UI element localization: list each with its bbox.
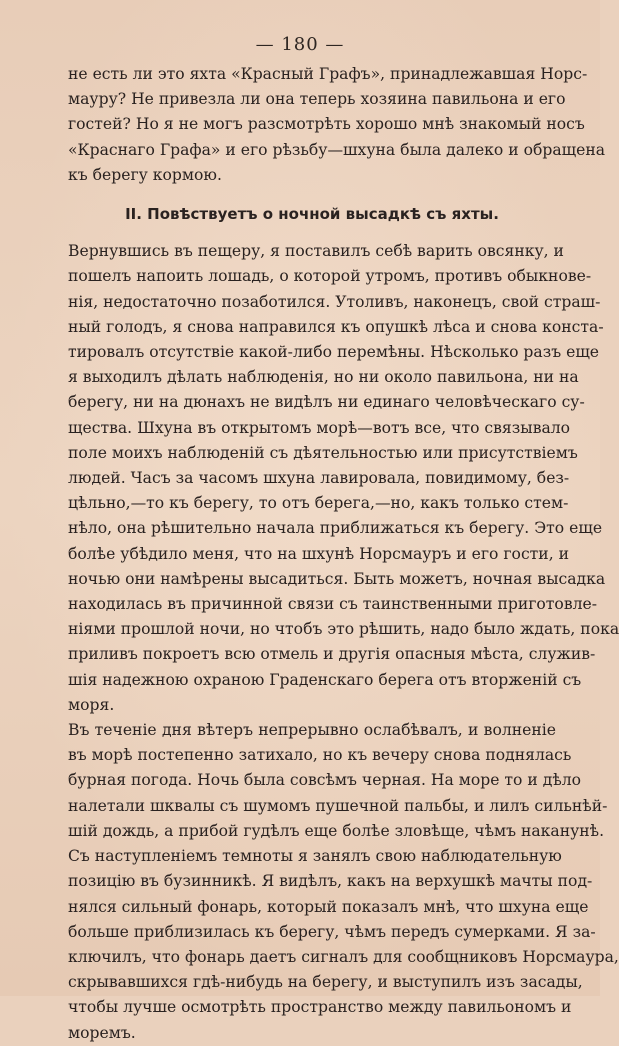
text-line: поле моихъ наблюденій съ дѣятельностью или присутствіемъ xyxy=(68,443,578,462)
text-line: ніями прошлой ночи, но чтобъ это рѣшить, надо было ждать, пока xyxy=(68,620,619,639)
body-text xyxy=(68,62,619,1046)
text-line: нѣло, она рѣшительно начала приближаться къ берегу. Это еще xyxy=(68,519,603,538)
page-number: — 180 — xyxy=(255,34,345,55)
text-line: моря. xyxy=(68,695,115,714)
text-line: шій дождь, а прибой гудѣлъ еще болѣе зловѣще, чѣмъ наканунѣ. xyxy=(68,821,605,840)
text-line: шія надежною охраною Граденскаго берега отъ вторженій съ xyxy=(68,670,582,689)
text-line: ключилъ, что фонарь даетъ сигналъ для сообщниковъ Норсмаура, xyxy=(68,947,619,966)
text-line: болѣе убѣдило меня, что на шхунѣ Норсмауръ и его гости, и xyxy=(68,544,570,563)
text-line: ный голодъ, я снова направился къ опушкѣ лѣса и снова конста- xyxy=(68,317,604,336)
text-line: Съ наступленіемъ темноты я занялъ свою наблюдательную xyxy=(68,847,562,866)
text-line: цѣльно,—то къ берегу, то отъ берега,—но, какъ только стем- xyxy=(68,494,569,513)
text-line: приливъ покроетъ всю отмель и другія опасныя мѣста, служив- xyxy=(68,645,596,664)
text-line: ночью они намѣрены высадиться. Быть можетъ, ночная высадка xyxy=(68,569,606,588)
text-line: нія, недостаточно позаботился. Утоливъ, наконецъ, свой страш- xyxy=(68,292,601,311)
text-line: въ морѣ постепенно затихало, но къ вечеру снова поднялась xyxy=(68,746,572,765)
text-line: Вернувшись въ пещеру, я поставилъ себѣ варить овсянку, и xyxy=(68,242,564,261)
text-line: позицію въ бузинникѣ. Я видѣлъ, какъ на верхушкѣ мачты под- xyxy=(68,872,593,891)
text-line: мауру? Не привезла ли она теперь хозяина павильона и его xyxy=(68,90,566,109)
text-line: пошелъ напоить лошадь, о которой утромъ, противъ обыкнове- xyxy=(68,267,592,286)
text-line: бурная погода. Ночь была совсѣмъ черная. На море то и дѣло xyxy=(68,771,582,790)
text-line: нялся сильный фонарь, который показалъ мнѣ, что шхуна еще xyxy=(68,897,589,916)
text-line: находилась въ причинной связи съ таинственными приготовле- xyxy=(68,595,597,614)
text-line: «Краснаго Графа» и его рѣзьбу—шхуна была далеко и обращена xyxy=(68,140,606,159)
text-line: гостей? Но я не могъ разсмотрѣть хорошо мнѣ знакомый носъ xyxy=(68,115,585,134)
text-line: щества. Шхуна въ открытомъ морѣ—вотъ все, что связывало xyxy=(68,418,571,437)
text-line: людей. Часъ за часомъ шхуна лавировала, повидимому, без- xyxy=(68,469,570,488)
text-line: моремъ. xyxy=(68,1023,136,1042)
paragraph-4 xyxy=(68,844,619,1046)
paragraph-1 xyxy=(68,62,606,188)
text-line: тировалъ отсутствіе какой-либо перемѣны. Нѣсколько разъ еще xyxy=(68,343,600,362)
text-line: чтобы лучше осмотрѣть пространство между павильономъ и xyxy=(68,998,572,1017)
paragraph-2 xyxy=(68,239,619,718)
text-line: берегу, ни на дюнахъ не видѣлъ ни единаго человѣческаго су- xyxy=(68,393,585,412)
text-line: налетали шквалы съ шумомъ пушечной пальбы, и лилъ сильнѣй- xyxy=(68,796,608,815)
text-line: Въ теченіе дня вѣтеръ непрерывно ослабѣвалъ, и волненіе xyxy=(68,721,556,740)
paragraph-3 xyxy=(68,718,608,844)
text-line: скрывавшихся гдѣ-нибудь на берегу, и выступилъ изъ засады, xyxy=(68,973,583,992)
text-line: я выходилъ дѣлать наблюденія, но ни около павильона, ни на xyxy=(68,368,579,387)
text-line: не есть ли это яхта «Красный Графъ», принадлежавшая Норс- xyxy=(68,65,588,83)
text-line: больше приблизилась къ берегу, чѣмъ передъ сумерками. Я за- xyxy=(68,922,596,941)
text-line: къ берегу кормою. xyxy=(68,165,222,184)
chapter-heading: II. Повѣствуетъ о ночной высадкѣ съ яхты. xyxy=(125,205,499,224)
